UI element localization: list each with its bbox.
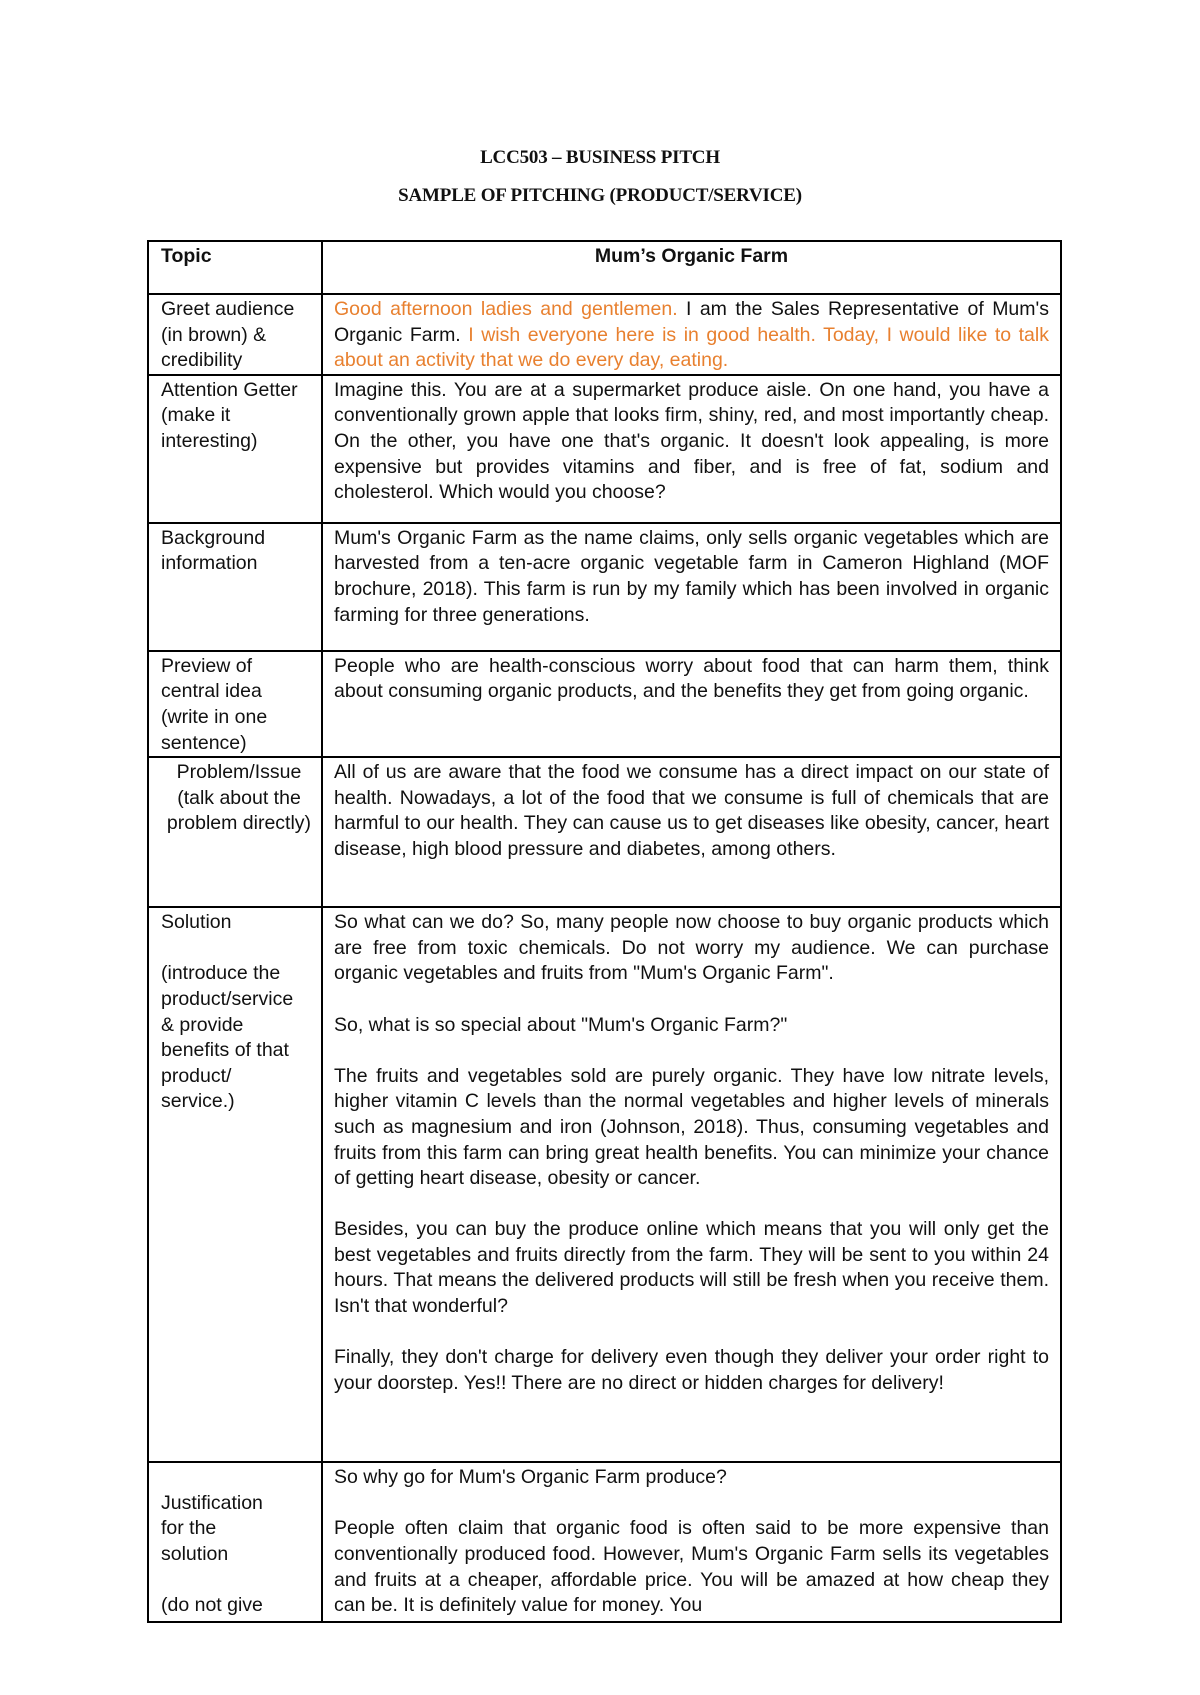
topic-line: Attention Getter [161, 378, 298, 401]
content-paragraph: So what can we do? So, many people now choose to buy organic products which are free from toxic chemicals. Do not worry my audience. We can purchase organic vegetables and fruits from "Mum's Organic Farm". [334, 911, 1049, 985]
topic-line: (talk about the [177, 786, 301, 809]
topic-line: (do not give [161, 1594, 263, 1617]
table-row-solution [148, 907, 1061, 1462]
topic-line: product/ [161, 1064, 232, 1087]
topic-line: (in brown) & [161, 323, 267, 346]
topic-line: solution [161, 1542, 229, 1565]
topic-line: problem directly) [166, 812, 312, 835]
topic-line: Problem/Issue [176, 761, 302, 784]
topic-cell [148, 907, 322, 1462]
content-paragraph: Finally, they don't charge for delivery even though they deliver your order right to your doorstep. Yes!! There are no direct or hidden charges for delivery! [334, 1346, 1049, 1394]
topic-line: for the [161, 1517, 217, 1540]
content-cell [322, 294, 1061, 375]
content-paragraph: People who are health-conscious worry about food that can harm them, think about consuming organic products, and the benefits they get from going organic. [334, 654, 1049, 703]
topic-line: credibility [161, 349, 243, 372]
topic-cell [148, 294, 322, 375]
content-cell [322, 757, 1061, 907]
content-cell [322, 651, 1061, 757]
topic-line: & provide [161, 1013, 244, 1036]
content-cell [322, 1462, 1061, 1622]
topic-line: sentence) [161, 731, 247, 754]
topic-line [161, 1465, 317, 1491]
content-cell [322, 523, 1061, 651]
topic-line [161, 936, 317, 962]
topic-line: (write in one [161, 705, 268, 728]
topic-line: Solution [161, 911, 232, 934]
content-cell [322, 907, 1061, 1462]
topic-line: information [161, 552, 258, 575]
content-paragraph: All of us are aware that the food we consume has a direct impact on our state of health. Nowadays, a lot of the food that we consume is full of chemicals that are harmful to our health. They can cause us to get diseases like obesity, cancer, heart disease, high blood pressure and diabetes, among others. [334, 761, 1049, 860]
table-row-attention-getter [148, 375, 1061, 523]
content-paragraph: Imagine this. You are at a supermarket produce aisle. On one hand, you have a conventionally grown apple that looks firm, shiny, red, and most importantly cheap. On the other, you have one that's organic. It doesn't look appealing, is more expensive but provides vitamins and fiber, and is free of fat, sodium and cholesterol. Which would you choose? [334, 378, 1049, 504]
header-topic-cell: Topic [148, 241, 322, 294]
table-row-problem [148, 757, 1061, 907]
topic-line: Preview of [161, 654, 253, 677]
table-row-preview [148, 651, 1061, 757]
topic-cell [148, 1462, 322, 1622]
topic-line: central idea [161, 680, 262, 703]
topic-line: interesting) [161, 429, 258, 452]
topic-cell [148, 651, 322, 757]
topic-cell [148, 375, 322, 523]
topic-line [161, 1568, 317, 1594]
table-row-greeting [148, 294, 1061, 375]
highlighted-text: I wish everyone here is in good health. Today, I would like to talk about an activity that we do every day, eating. [334, 323, 1049, 372]
highlighted-text: Good afternoon ladies and gentlemen. [334, 298, 687, 320]
topic-line: product/service [161, 987, 294, 1010]
table-row-justification [148, 1462, 1061, 1622]
content-cell [322, 375, 1061, 523]
topic-cell [148, 757, 322, 907]
content-paragraph: People often claim that organic food is often said to be more expensive than conventionally produced food. However, Mum's Organic Farm sells its vegetables and fruits at a cheaper, affordable price. You will be amazed at how cheap they can be. It is definitely value for money. You [334, 1517, 1049, 1617]
content-paragraph: So why go for Mum's Organic Farm produce? [334, 1466, 727, 1489]
topic-line: benefits of that [161, 1039, 289, 1062]
topic-line: service.) [161, 1090, 235, 1113]
topic-line: Background [161, 526, 266, 549]
topic-line: Justification [161, 1491, 263, 1514]
content-paragraph: Besides, you can buy the produce online which means that you will only get the best vegetables and fruits directly from the farm. They will be sent to you within 24 hours. That means the delivered products will still be fresh when you receive them. Isn't that wonderful? [334, 1218, 1049, 1318]
pitch-table [147, 240, 1062, 1623]
topic-line: (make it [161, 404, 231, 427]
content-paragraph [334, 297, 1049, 374]
topic-line: (introduce the [161, 962, 281, 985]
document-subtitle: SAMPLE OF PITCHING (PRODUCT/SERVICE) [398, 185, 802, 206]
topic-cell [148, 523, 322, 651]
header-product-cell: Mum’s Organic Farm [322, 241, 1061, 294]
document-title: LCC503 – BUSINESS PITCH [480, 147, 720, 168]
content-paragraph: The fruits and vegetables sold are purely organic. They have low nitrate levels, higher vitamin C levels than the normal vegetables and higher levels of minerals such as magnesium and iron (Johnson, 2018). Thus, consuming vegetables and fruits from this farm can bring great health benefits. You can minimize your chance of getting heart disease, obesity or cancer. [334, 1064, 1049, 1190]
content-paragraph: Mum's Organic Farm as the name claims, only sells organic vegetables which are harvested from a ten-acre organic vegetable farm in Cameron Highland (MOF brochure, 2018). This farm is run by my family which has been involved in organic farming for three generations. [334, 526, 1049, 626]
content-paragraph: So, what is so special about "Mum's Organic Farm?" [334, 1013, 788, 1036]
table-row-background [148, 523, 1061, 651]
topic-line: Greet audience [161, 298, 295, 320]
header-row [148, 241, 1061, 294]
plain-text: I am the Sales Representative of Mum's Organic Farm. [334, 298, 1049, 346]
